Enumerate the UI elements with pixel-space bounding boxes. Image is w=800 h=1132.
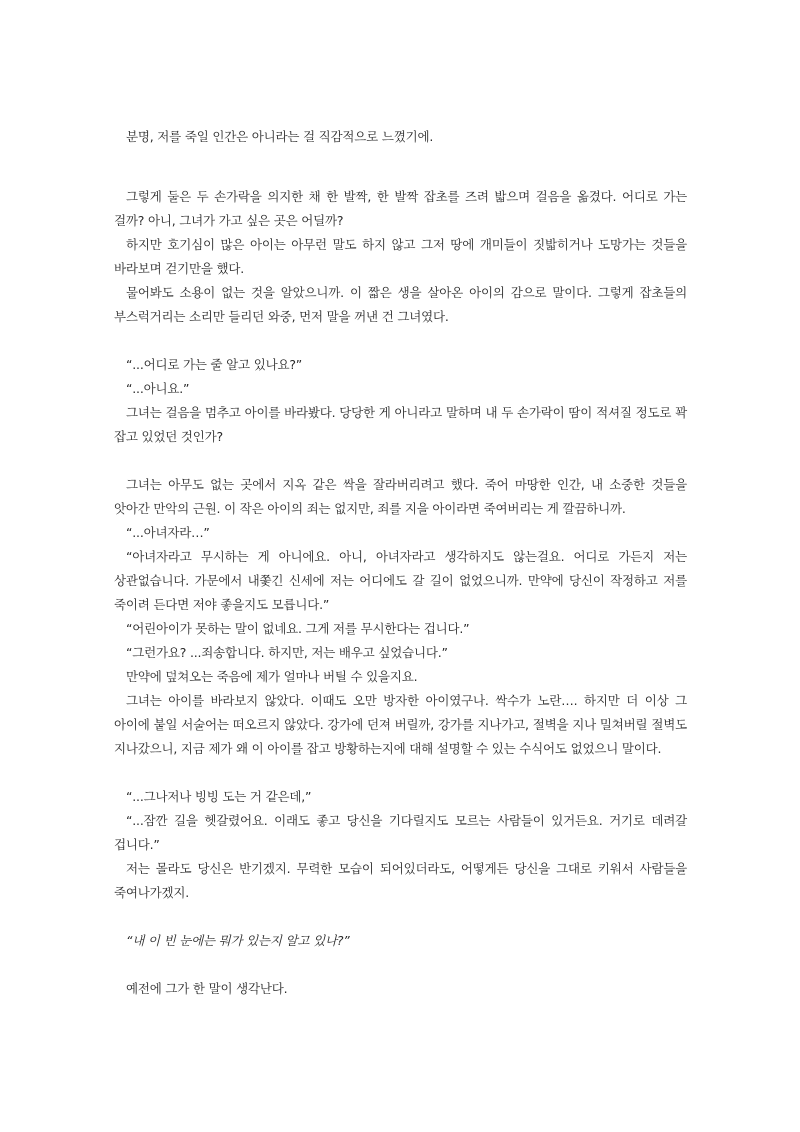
paragraph-6: 그녀는 아무도 없는 곳에서 지옥 같은 싹을 잘라버리려고 했다. 죽어 마땅한 인간, 내 소중한 것들을 앗아간 만악의 근원. 이 작은 아이의 죄는 없지만, 죄를 지을 아이라면 죽여버리는 게 깔끔하니까. — [114, 477, 687, 516]
dialogue-6: “그런가요? ...죄송합니다. 하지만, 저는 배우고 싶었습니다.” — [126, 645, 448, 660]
paragraph-7: 만약에 덮쳐오는 죽음에 제가 얼마나 버틸 수 있을지요. — [126, 669, 418, 684]
dialogue-5: “어린아이가 못하는 말이 없네요. 그게 저를 무시한다는 겁니다.” — [126, 621, 470, 636]
dialogue-2: “...아니요.” — [126, 381, 190, 396]
italic-quote: “내 이 빈 눈에는 뭐가 있는지 알고 있나?” — [126, 933, 350, 948]
dialogue-3: “...아녀자라…” — [126, 525, 210, 540]
paragraph-10: 예전에 그가 한 말이 생각난다. — [126, 981, 288, 996]
paragraph-5: 그녀는 걸음을 멈추고 아이를 바라봤다. 당당한 게 아니라고 말하며 내 두 손가락이 땀이 적셔질 정도로 꽉 잡고 있었던 것인가? — [114, 405, 687, 444]
section-gap — [114, 953, 687, 977]
dialogue-7: “...그나저나 빙빙 도는 거 같은데,” — [126, 789, 312, 804]
paragraph-1: 분명, 저를 죽일 인간은 아니라는 걸 직감적으로 느꼈기에. — [126, 129, 434, 144]
section-gap — [114, 329, 687, 353]
dialogue-1: “...어디로 가는 줄 알고 있나요?” — [126, 357, 303, 372]
paragraph-9: 저는 몰라도 당신은 반기겠지. 무력한 모습이 되어있더라도, 어떻게든 당신을 그대로 키워서 사람들을 죽여나가겠지. — [114, 861, 687, 900]
paragraph-2: 그렇게 둘은 두 손가락을 의지한 채 한 발짝, 한 발짝 잡초를 즈려 밟으며 걸음을 옮겼다. 어디로 가는 걸까? 아니, 그녀가 가고 싶은 곳은 어딜까? — [114, 189, 687, 228]
paragraph-3: 하지만 호기심이 많은 아이는 아무런 말도 하지 않고 그저 땅에 개미들이 짓밟히거나 도망가는 것들을 바라보며 걷기만을 했다. — [114, 237, 687, 276]
section-gap — [114, 149, 687, 185]
section-gap — [114, 761, 687, 785]
document-page — [114, 125, 687, 1001]
dialogue-4: “아녀자라고 무시하는 게 아니에요. 아니, 아녀자라고 생각하지도 않는걸요. 어디로 가든지 저는 상관없습니다. 가문에서 내쫓긴 신세에 저는 어디에도 갈 길이 없었으니까. 만약에 당신이 작정하고 저를 죽이려 든다면 저야 좋을지도 모릅니다.” — [114, 549, 687, 612]
section-gap — [114, 449, 687, 473]
dialogue-8: “...잠깐 길을 헷갈렸어요. 이래도 좋고 당신을 기다릴지도 모르는 사람들이 있거든요. 거기로 데려갈 겁니다.” — [114, 813, 687, 852]
paragraph-4: 물어봐도 소용이 없는 것을 알았으니까. 이 짧은 생을 살아온 아이의 감으로 말이다. 그렇게 잡초들의 부스럭거리는 소리만 들리던 와중, 먼저 말을 꺼낸 건 그녀였다. — [114, 285, 687, 324]
paragraph-8: 그녀는 아이를 바라보지 않았다. 이때도 오만 방자한 아이였구나. 싹수가 노란…. 하지만 더 이상 그 아이에 붙일 서술어는 떠오르지 않았다. 강가에 던져 버릴까, 강가를 지나가고, 절벽을 지나 밀쳐버릴 절벽도 지나갔으니, 지금 제가 왜 이 아이를 잡고 방황하는지에 대해 설명할 수 있는 수식어도 없었으니 말이다. — [114, 693, 687, 756]
section-gap — [114, 905, 687, 929]
